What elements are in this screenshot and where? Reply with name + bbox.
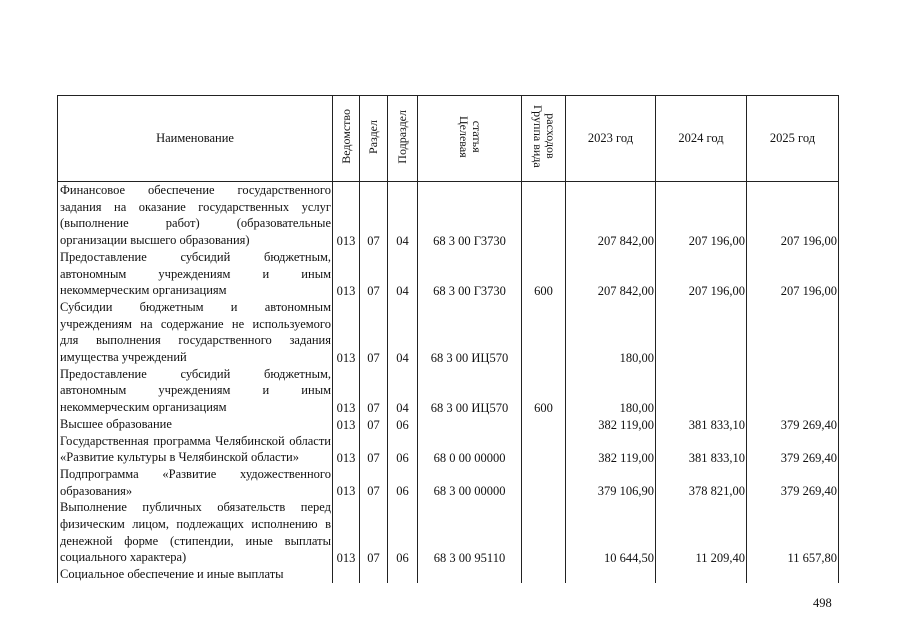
table-row [58,366,839,416]
row-target-article [418,566,522,583]
row-vedomstvo: 013 [333,299,360,366]
row-vedomstvo: 013 [333,499,360,566]
row-expense-group [522,416,566,433]
table-row [58,566,839,583]
row-target-article: 68 3 00 00000 [418,466,522,499]
header-razdel: Раздел [360,96,388,182]
row-expense-group [522,466,566,499]
row-podrazdel: 04 [388,249,418,299]
header-name: Наименование [58,96,333,182]
row-expense-group [522,182,566,249]
row-podrazdel: 04 [388,182,418,249]
row-expense-group [522,433,566,466]
row-target-article: 68 3 00 ИЦ570 [418,299,522,366]
budget-table [57,95,839,583]
row-podrazdel: 06 [388,466,418,499]
table-row [58,466,839,499]
row-expense-group [522,499,566,566]
row-2025 [747,366,839,416]
header-vedomstvo: Ведомство [333,96,360,182]
row-name: Финансовое обеспечение государственного задания на оказание государственных услуг (выполнение работ) (образовательные организации высшего образования) [58,182,333,249]
header-year-2023: 2023 год [566,96,656,182]
row-2025: 379 269,40 [747,433,839,466]
row-2025 [747,299,839,366]
row-2024 [656,299,747,366]
row-2025: 207 196,00 [747,249,839,299]
row-expense-group: 600 [522,366,566,416]
row-podrazdel: 06 [388,416,418,433]
header-year-2024: 2024 год [656,96,747,182]
header-year-2025: 2025 год [747,96,839,182]
row-name: Социальное обеспечение и иные выплаты [58,566,333,583]
row-target-article [418,416,522,433]
header-expense-group: Группа вида расходов [522,96,566,182]
row-razdel: 07 [360,466,388,499]
row-razdel: 07 [360,249,388,299]
row-2023: 10 644,50 [566,499,656,566]
row-name: Предоставление субсидий бюджетным, автономным учреждениям и иным некоммерческим организациям [58,249,333,299]
row-name: Субсидии бюджетным и автономным учреждениям на содержание не используемого для выполнения государственного задания имущества учреждений [58,299,333,366]
row-vedomstvo: 013 [333,466,360,499]
row-2025: 207 196,00 [747,182,839,249]
row-name: Выполнение публичных обязательств перед физическим лицом, подлежащих исполнению в денежной форме (стипендии, иные выплаты социального характера) [58,499,333,566]
row-podrazdel: 04 [388,299,418,366]
row-expense-group [522,299,566,366]
row-target-article: 68 3 00 95110 [418,499,522,566]
row-2025: 379 269,40 [747,466,839,499]
row-razdel [360,566,388,583]
row-2024 [656,566,747,583]
row-2025: 379 269,40 [747,416,839,433]
row-2024: 11 209,40 [656,499,747,566]
row-2024 [656,366,747,416]
page-number: 498 [813,596,832,610]
row-name: Высшее образование [58,416,333,433]
row-razdel: 07 [360,182,388,249]
row-target-article: 68 3 00 Г3730 [418,249,522,299]
row-2023: 382 119,00 [566,433,656,466]
row-2025: 11 657,80 [747,499,839,566]
row-target-article: 68 0 00 00000 [418,433,522,466]
row-vedomstvo: 013 [333,433,360,466]
row-vedomstvo: 013 [333,182,360,249]
row-razdel: 07 [360,366,388,416]
row-target-article: 68 3 00 Г3730 [418,182,522,249]
row-vedomstvo: 013 [333,416,360,433]
header-podrazdel: Подраздел [388,96,418,182]
row-expense-group: 600 [522,249,566,299]
table-row [58,499,839,566]
row-2024: 207 196,00 [656,182,747,249]
row-2023: 207 842,00 [566,249,656,299]
row-2023: 379 106,90 [566,466,656,499]
row-podrazdel: 06 [388,499,418,566]
row-vedomstvo [333,566,360,583]
row-2023: 382 119,00 [566,416,656,433]
row-2023 [566,566,656,583]
row-razdel: 07 [360,416,388,433]
header-row [58,96,839,182]
table-row [58,416,839,433]
row-2024: 381 833,10 [656,416,747,433]
table-row [58,249,839,299]
row-vedomstvo: 013 [333,366,360,416]
table-row [58,299,839,366]
row-razdel: 07 [360,499,388,566]
table-row [58,182,839,249]
table-row [58,433,839,466]
row-vedomstvo: 013 [333,249,360,299]
row-podrazdel: 04 [388,366,418,416]
row-2023: 180,00 [566,299,656,366]
row-name: Подпрограмма «Развитие художественного образования» [58,466,333,499]
row-razdel: 07 [360,433,388,466]
row-podrazdel: 06 [388,433,418,466]
row-2023: 180,00 [566,366,656,416]
row-2024: 207 196,00 [656,249,747,299]
header-target-article: Целевая статья [418,96,522,182]
row-name: Предоставление субсидий бюджетным, автономным учреждениям и иным некоммерческим организациям [58,366,333,416]
row-target-article: 68 3 00 ИЦ570 [418,366,522,416]
row-2024: 381 833,10 [656,433,747,466]
row-name: Государственная программа Челябинской области «Развитие культуры в Челябинской области» [58,433,333,466]
row-razdel: 07 [360,299,388,366]
row-2025 [747,566,839,583]
row-2024: 378 821,00 [656,466,747,499]
row-expense-group [522,566,566,583]
row-2023: 207 842,00 [566,182,656,249]
row-podrazdel [388,566,418,583]
